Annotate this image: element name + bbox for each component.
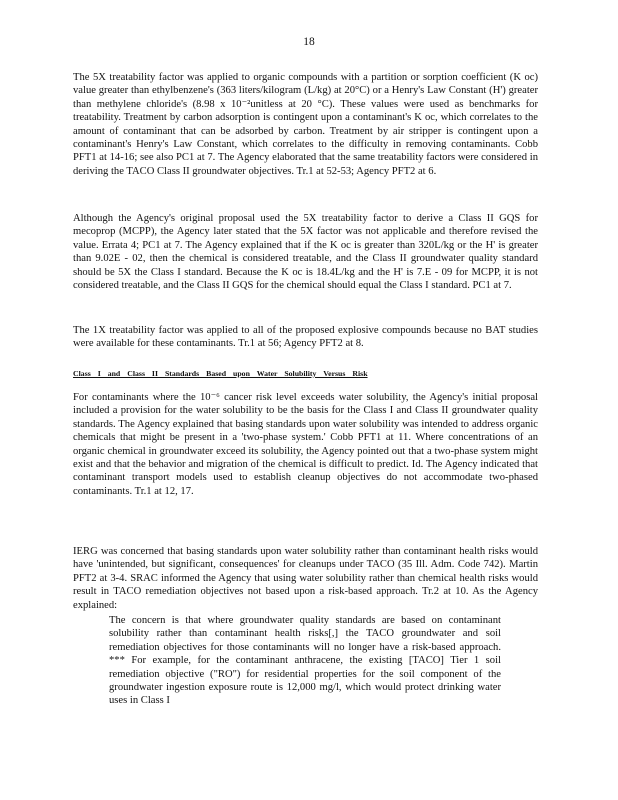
block-quote: The concern is that where groundwater quality standards are based on contaminant solubility rather than contaminant health risks[,] the TACO groundwater and soil remediation objectives for those contaminants will no longer have a risk-based approach. *** For example, for the contaminant anthracene, the existing [TACO] Tier 1 soil remediation objective ("RO") for residential properties for the soil component of the groundwater ingestion exposure route is 12,000 mg/l, which would protect drinking water uses in Class I [109,615,501,707]
paragraph-mecoprop: Although the Agency's original proposal used the 5X treatability factor to derive a Class II GQS for mecoprop (MCPP), the Agency later stated that the 5X factor was not applicable and therefore revised the value. Errata 4; PC1 at 7. The Agency explained that if the K oc is greater than 320L/kg or the H' is greater than 9.02E - 02, then the chemical is considered treatable, and the Class II groundwater quality standard should be 5X the Class I standard. Because the K oc is 18.4L/kg and the H' is 7.E - 09 for MCPP, it is not considered treatable, and the Class II GQS for the chemical should equal the Class I standard. PC1 at 7. [73,213,538,292]
paragraph-water-solubility: For contaminants where the 10⁻⁶ cancer risk level exceeds water solubility, the Agency's initial proposal included a provision for the water solubility to be the basis for the Class I and Class II groundwater quality standards. The Agency explained that basing standards upon water solubility was intended to address organic chemicals that might be present in a 'two-phase system.' Cobb PFT1 at 11. Where concentrations of an organic chemical in groundwater exceed its solubility, the Agency pointed out that a two-phase system might exist and that the behavior and migration of the chemical is difficult to predict. Id. The Agency indicated that contaminant transport models used to establish cleanup objectives do not accommodate two-phased contaminants. Tr.1 at 12, 17. [73,392,538,497]
paragraph-treatability-5x: The 5X treatability factor was applied to organic compounds with a partition or sorption coefficient (K oc) value greater than ethylbenzene's (363 liters/kilogram (L/kg) at 20°C) or a Henry's Law Constant (H') greater than methylene chloride's (8.98 x 10⁻²unitless at 20 °C). These values were used as benchmarks for treatability. Treatment by carbon adsorption is contingent upon a contaminant's K oc, which correlates to the amount of contaminant that can be adsorbed by carbon. Treatment by air stripper is contingent upon a contaminant's Henry's Law Constant, which correlates to the difficulty in removing contaminants. Cobb PFT1 at 14-16; see also PC1 at 7. The Agency elaborated that the same treatability factors were considered in deriving the TACO Class II groundwater objectives. Tr.1 at 52-53; Agency PFT2 at 6. [73,72,538,177]
page-number: 18 [303,36,315,48]
paragraph-treatability-1x: The 1X treatability factor was applied to all of the proposed explosive compounds because no BAT studies were available for these contaminants. Tr.1 at 56; Agency PFT2 at 8. [73,325,538,350]
section-heading: Class I and Class II Standards Based upon Water Solubility Versus Risk [73,369,368,378]
paragraph-ierg-concern: IERG was concerned that basing standards upon water solubility rather than contaminant health risks would have 'unintended, but significant, consequences' for cleanups under TACO (35 Ill. Adm. Code 742). Martin PFT2 at 3-4. SRAC informed the Agency that using water solubility rather than chemical health risks would result in TACO remediation objectives not based upon a risk-based approach. Tr.2 at 10. As the Agency explained: [73,546,538,611]
